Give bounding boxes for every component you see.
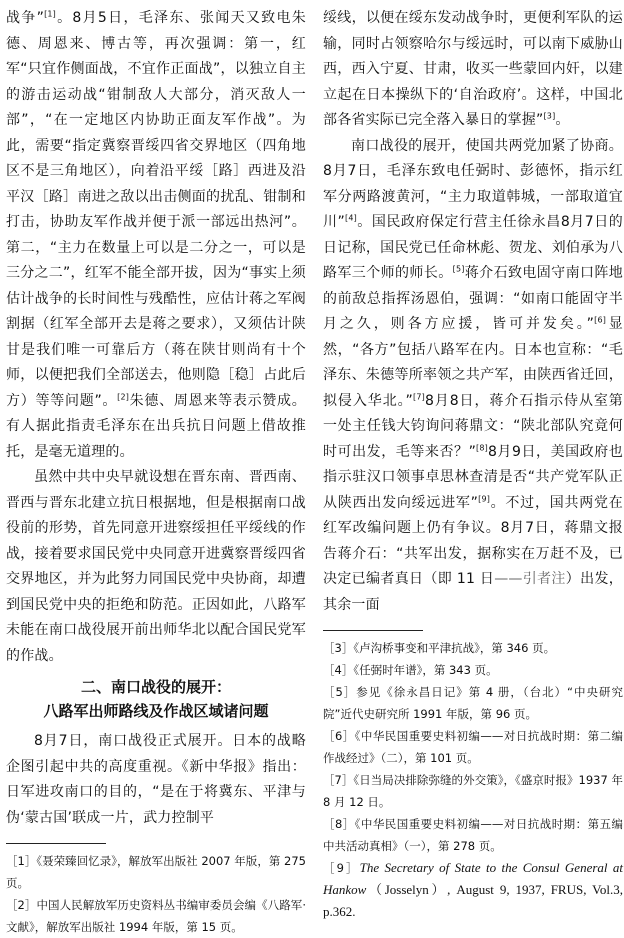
right-footnotes	[323, 637, 623, 923]
footnote-ref-7[interactable]: [7]	[413, 391, 425, 401]
footnote-ref-2[interactable]: [2]	[117, 391, 130, 401]
footnote-ref-3[interactable]: [3]	[543, 111, 556, 121]
footnote-8: ［8］《中华民国重要史料初编——对日抗战时期：第五编中共活动真相》（一），第 278 页。	[323, 817, 623, 853]
footnote-ref-5[interactable]: [5]	[452, 264, 465, 274]
footnote-ref-1[interactable]: [1]	[44, 9, 56, 19]
footnote-7: ［7］《日当局决排除弥缝的外交策》，《盛京时报》1937 年 8 月 12 日。	[323, 773, 623, 809]
left-footnotes	[6, 850, 306, 938]
footnote-divider	[6, 843, 106, 844]
footnote-1: ［1］《聂荣臻回忆录》，解放军出版社 2007 年版，第 275 页。	[6, 854, 306, 890]
right-paragraph-1: 绥线，以便在绥东发动战争时，更便利军队的运输，同时占领察哈尔与绥远时，可以南下威胁山西，西入宁夏、甘肃，收买一些蒙回内奸，以建立起在日本操纵下的‘自治政府’。这样，中国北部各省实际已完全落入暴日的掌握”[3]。	[323, 10, 623, 128]
footnote-5: ［5］参见《徐永昌日记》第 4 册，（台北）“中央研究院”近代史研究所 1991 年版，第 96 页。	[323, 685, 623, 721]
footnote-ref-4[interactable]: [4]	[345, 213, 357, 223]
left-paragraph-3: 8月7日，南口战役正式展开。日本的战略企图引起中共的高度重视。《新中华报》指出：日军进攻南口的目的，“是在于将冀东、平津与伪‘蒙古国’联成一片，武力控制平	[6, 733, 306, 826]
footnote-6: ［6］《中华民国重要史料初编——对日抗战时期：第二编作战经过》（二），第 101 页。	[323, 729, 623, 765]
right-column	[323, 6, 623, 923]
footnote-2: ［2］中国人民解放军历史资料丛书编审委员会编《八路军·文献》，解放军出版社 1994 年版，第 15 页。	[6, 898, 306, 934]
right-paragraph-2: 南口战役的展开，使国共两党加紧了协商。8月7日，毛泽东致电任弼时、彭德怀，指示红军分两路渡黄河，“主力取道韩城，一部取道宜川”[4]。国民政府保定行营主任徐永昌8月7日的日记称，国民党已任命林彪、贺龙、刘伯承为八路军三个师的师长。[5]蒋介石致电固守南口阵地的前敌总指挥汤恩伯，强调：“如南口能固守半月之久，则各方应援，皆可并发矣。”[6]显然，“各方”包括八路军在内。日本也宣称：“毛泽东、朱德等所率领之共产军，由陕西省迁回，拟侵入华北。”[7]8月8日，蒋介石指示侍从室第一处主任钱大钧询问蒋鼎文：“陕北部队究竟何时可出发，毛等来否？”[8]8月9日，美国政府也指示驻汉口领事卓思林查清是否“共产党军队正从陕西出发向绥远进军”[9]。不过，国共两党在红军改编问题上仍有争议。8月7日，蒋鼎文报告蒋介石：“共军出发，据称实在万赶不及，已决定已编者真日（即 11 日——引者注）出发，其余一面	[323, 137, 623, 613]
editor-note: ——引者注	[494, 571, 566, 587]
footnote-ref-8[interactable]: [8]	[476, 442, 488, 452]
footnote-ref-9[interactable]: [9]	[478, 493, 491, 503]
left-paragraph-2: 虽然中共中央早就设想在晋东南、晋西南、晋西与晋东北建立抗日根据地，但是根据南口战役前的形势，首先同意开进察绥担任平绥线的作战，接着要求国民党中央同意开进冀察晋绥四省交界地区，并为此努力同国民党中央协商，却遭到国民党中央的拒绝和防范。正因如此，八路军未能在南口战役展开前出师华北以配合国民党军的作战。	[6, 469, 306, 664]
section-title-line-1: 二、南口战役的展开：	[80, 678, 231, 696]
footnote-9: ［9］The Secretary of State to the Consul General at Hankow（Josselyn）, August 9, 1937, FRUS, Vol.3, p.362.	[323, 860, 623, 919]
footnote-ref-6[interactable]: [6]	[594, 315, 607, 325]
footnote-3: ［3］《卢沟桥事变和平津抗战》，第 346 页。	[323, 641, 556, 655]
footnote-divider	[323, 630, 423, 631]
left-paragraph-1: 战争”[1]。8月5日，毛泽东、张闻天又致电朱德、周恩来、博古等，再次强调：第一，红军“只宜作侧面战，不宜作正面战”，以独立自主的游击运动战“钳制敌人大部分，消灭敌人一部”，“在一定地区内协助正面友军作战”。为此，需要“指定冀察晋绥四省交界地区（四角地区不是三角地区），向着沿平绥［路］西进及沿平汉［路］南进之敌以出击侧面的扰乱、钳制和打击，协助友军作战并便于派一部远出热河”。第二，“主力在数量上可以是二分之一，可以是三分之二”，红军不能全部开拔，因为“事实上须估计战争的长时间性与残酷性，应估计蒋之军阀割据（红军全部开去是蒋之要求），又须估计陕甘是我们唯一可靠后方（蒋在陕甘则尚有十个师，以便把我们全部送去，他则隐［稳］占此后方）等等问题”。[2]朱德、周恩来等表示赞成。有人据此指责毛泽东在出兵抗日问题上借故推托，是毫无道理的。	[6, 9, 306, 460]
footnote-4: ［4］《任弼时年谱》，第 343 页。	[323, 663, 498, 677]
section-title-line-2: 八路军出师路线及作战区域诸问题	[43, 702, 269, 720]
section-title	[6, 675, 306, 723]
left-column	[6, 6, 306, 938]
